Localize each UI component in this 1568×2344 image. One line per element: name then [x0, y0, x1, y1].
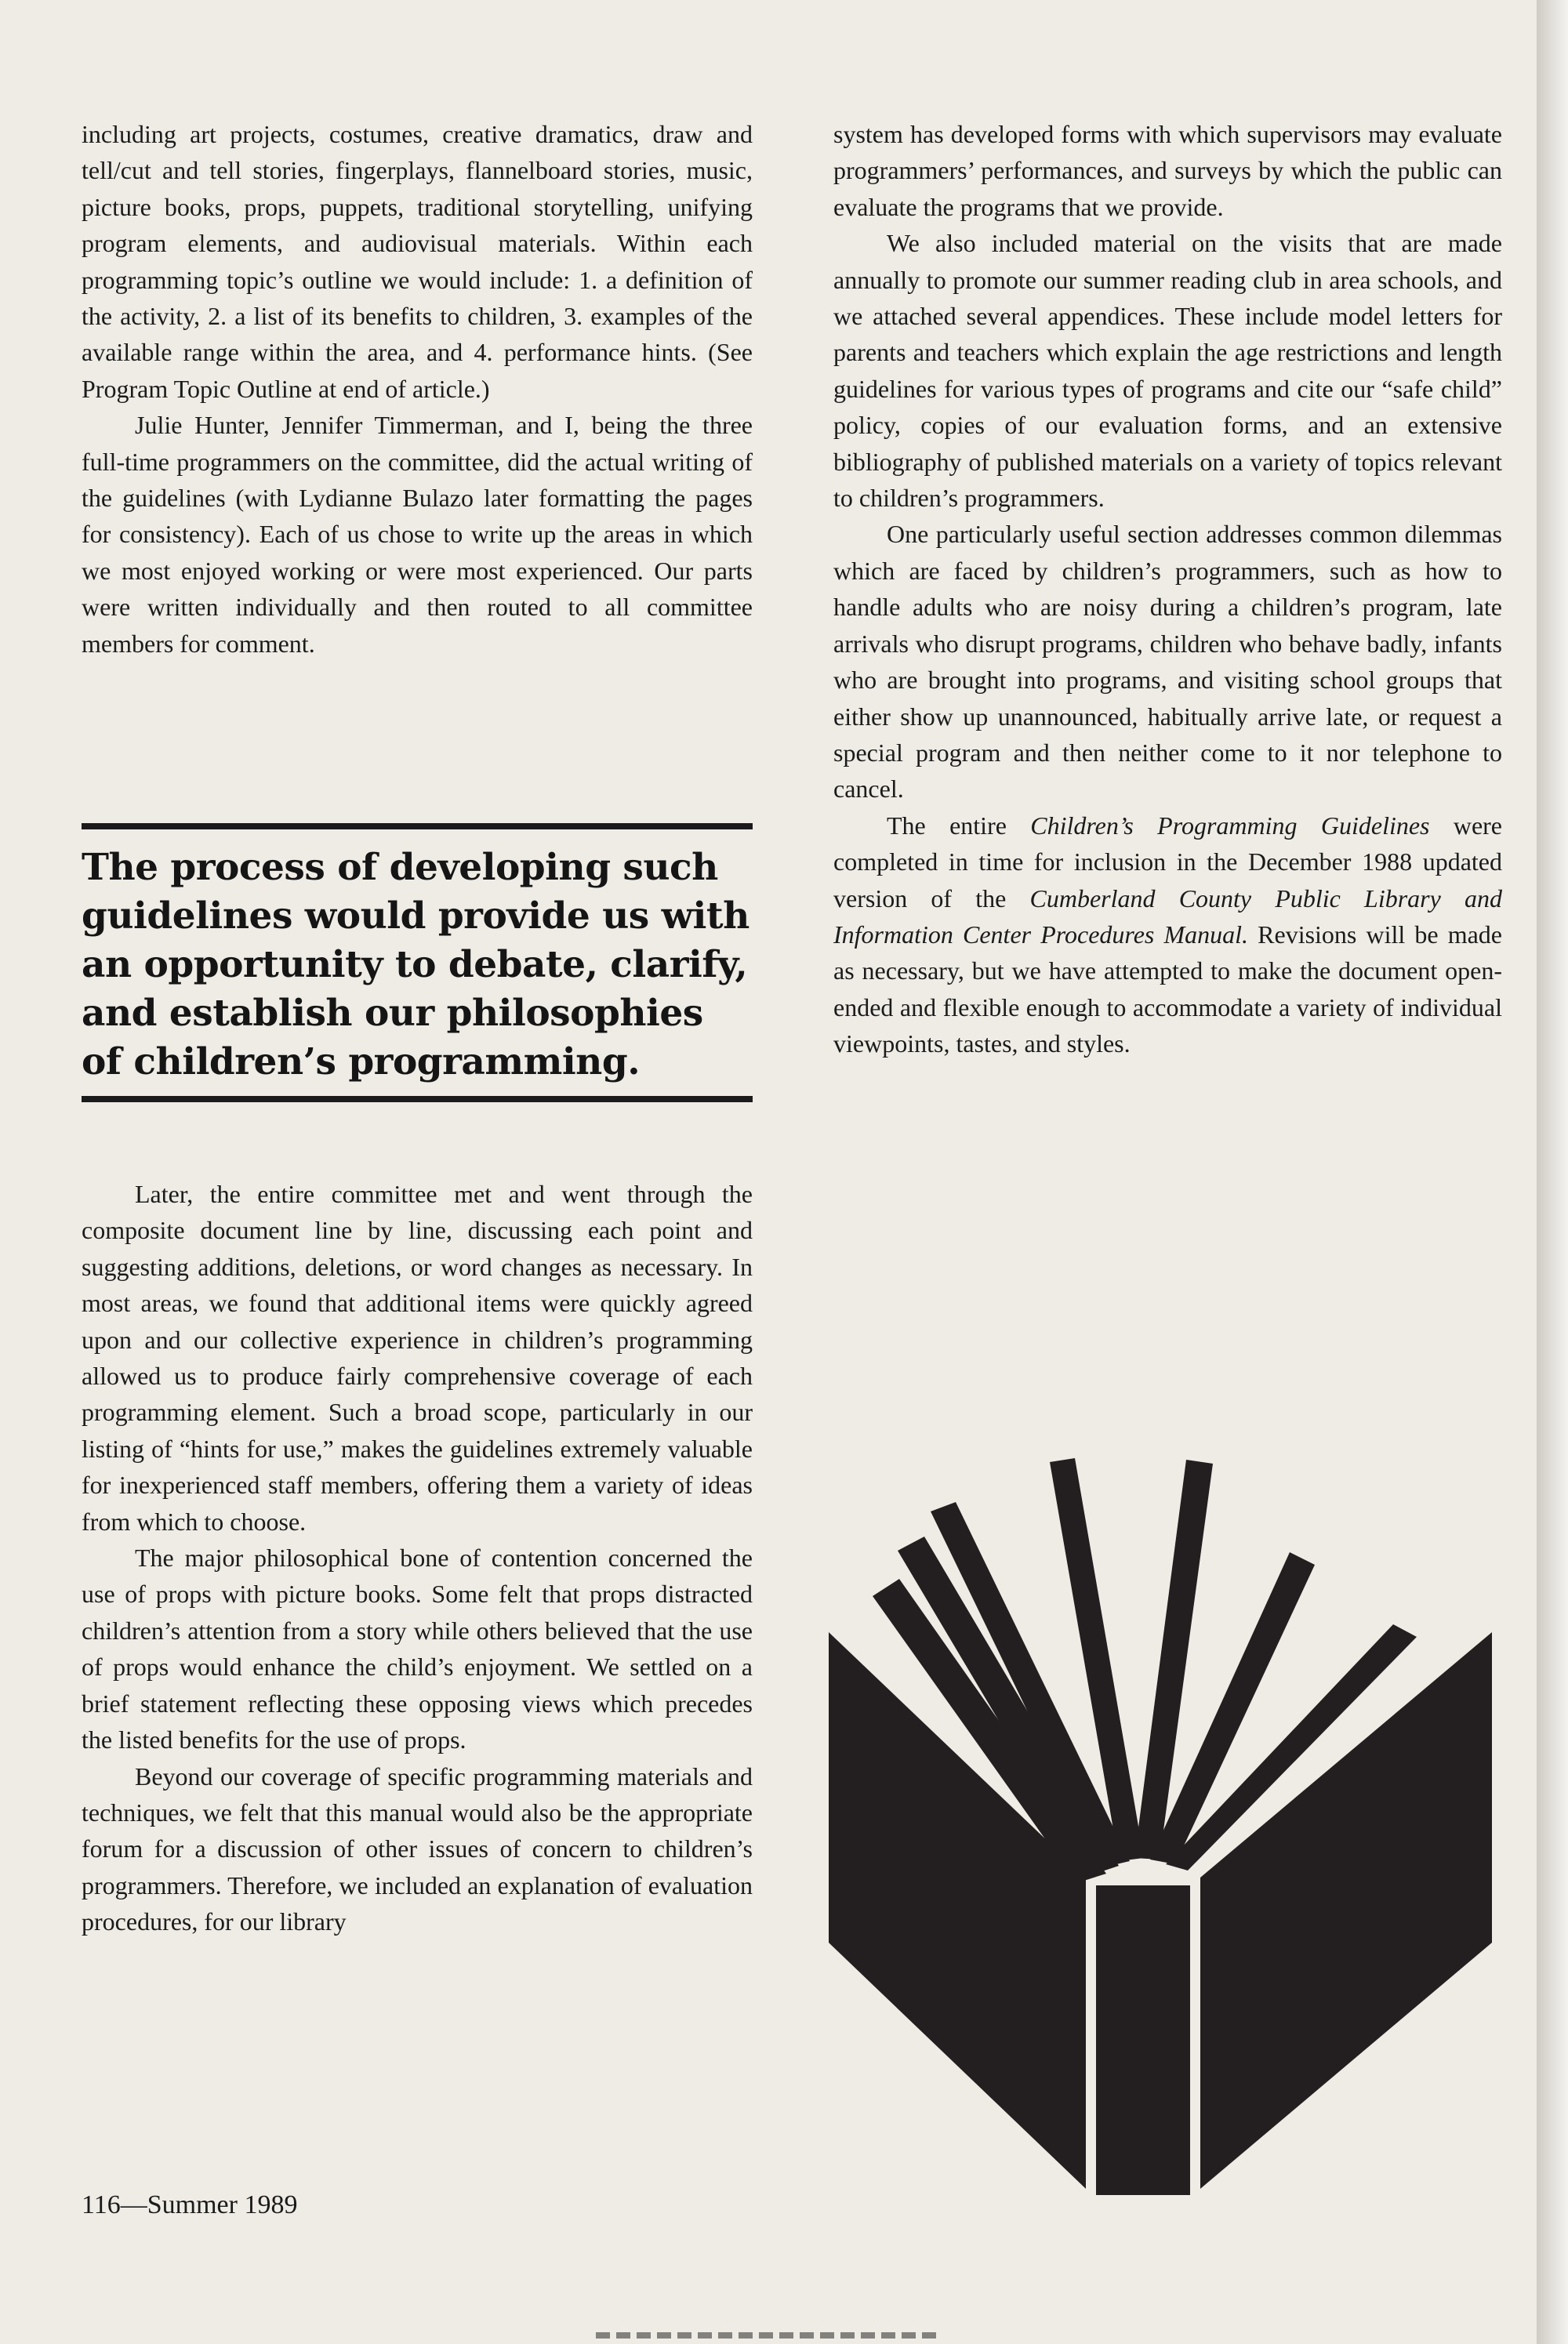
text-run: The entire [887, 811, 1031, 840]
pull-quote-text: The process of developing such guidelines would provide us with an opportunity to debate, clarify, and establish our philosophies of children’s programming. [82, 846, 750, 1083]
left-column-bottom [82, 1176, 753, 1940]
right-column [833, 116, 1502, 1062]
body-paragraph: We also included material on the visits that are made annually to promote our summer reading club in area schools, and we attached several appendices. These include model letters for parents and teachers which explain the age restrictions and length guidelines for various types of programs and cite our “safe child” policy, copies of our evaluation forms, and an extensive bibliography of published materials on a variety of topics relevant to children’s programmers. [833, 229, 1502, 513]
scan-artifact [596, 2332, 941, 2339]
page-edge [1537, 0, 1568, 2344]
body-paragraph: One particularly useful section addresses common dilemmas which are faced by children’s programmers, such as how to handle adults who are noisy during a children’s program, late arrivals who disrupt programs, children who behave badly, infants who are brought into programs, and visiting school groups that either show up unannounced, habitually arrive late, or request a special program and then neither come to it nor telephone to cancel. [833, 520, 1502, 804]
pull-quote [82, 823, 753, 1102]
body-paragraph: Beyond our coverage of specific programming materials and techniques, we felt that this manual would also be the appropriate forum for a discussion of other issues of concern to children’s programmers. Therefore, we included an explanation of evaluation procedures, for our library [82, 1762, 753, 1936]
page-footer: 116—Summer 1989 [82, 2190, 298, 2219]
left-column-top [82, 116, 753, 662]
text-run: were completed in time for inclusion in the December 1988 updated version of the [833, 811, 1502, 913]
body-paragraph: including art projects, costumes, creative dramatics, draw and tell/cut and tell stories, fingerplays, flannelboard stories, music, picture books, props, puppets, traditional storytelling, unifying program elements, and audiovisual materials. Within each programming topic’s outline we would include: 1. a definition of the activity, 2. a list of its benefits to children, 3. examples of the available range within the area, and 4. performance hints. (See Program Topic Outline at end of article.) [82, 120, 753, 403]
text-run: Revisions will be made as necessary, but we have attempted to make the document open-ended and flexible enough to accommodate a variety of individual viewpoints, tastes, and styles. [833, 920, 1503, 1058]
manual-title: Cumberland County Public Library and Information Center Procedures Manual. [833, 884, 1503, 949]
guidelines-title: Children’s Programming Guidelines [1030, 811, 1430, 840]
body-paragraph: system has developed forms with which supervisors may evaluate programmers’ performances, and surveys by which the public can evaluate the programs that we provide. [833, 120, 1502, 221]
body-paragraph: The major philosophical bone of contention concerned the use of props with picture books. Some felt that props distracted children’s attention from a story while others believed that the use of props would enhance the child’s enjoyment. We settled on a brief statement reflecting these opposing views which precedes the listed benefits for the use of props. [82, 1544, 753, 1754]
open-book-icon [827, 1388, 1501, 2195]
body-paragraph: Julie Hunter, Jennifer Timmerman, and I, being the three full-time programmers on the committee, did the actual writing of the guidelines (with Lydianne Bulazo later formatting the pages for consistency). Each of us chose to write up the areas in which we most enjoyed working or were most experienced. Our parts were written individually and then routed to all committee members for comment. [82, 411, 753, 658]
body-paragraph: Later, the entire committee met and went through the composite document line by line, discussing each point and suggesting additions, deletions, or word changes as necessary. In most areas, we found that additional items were quickly agreed upon and our collective experience in children’s programming allowed us to produce fairly comprehensive coverage of each programming element. Such a broad scope, particularly in our listing of “hints for use,” makes the guidelines extremely valuable for inexperienced staff members, offering them a variety of ideas from which to choose. [82, 1180, 753, 1536]
book-spine [1096, 1885, 1190, 2195]
body-paragraph [833, 807, 1502, 1062]
